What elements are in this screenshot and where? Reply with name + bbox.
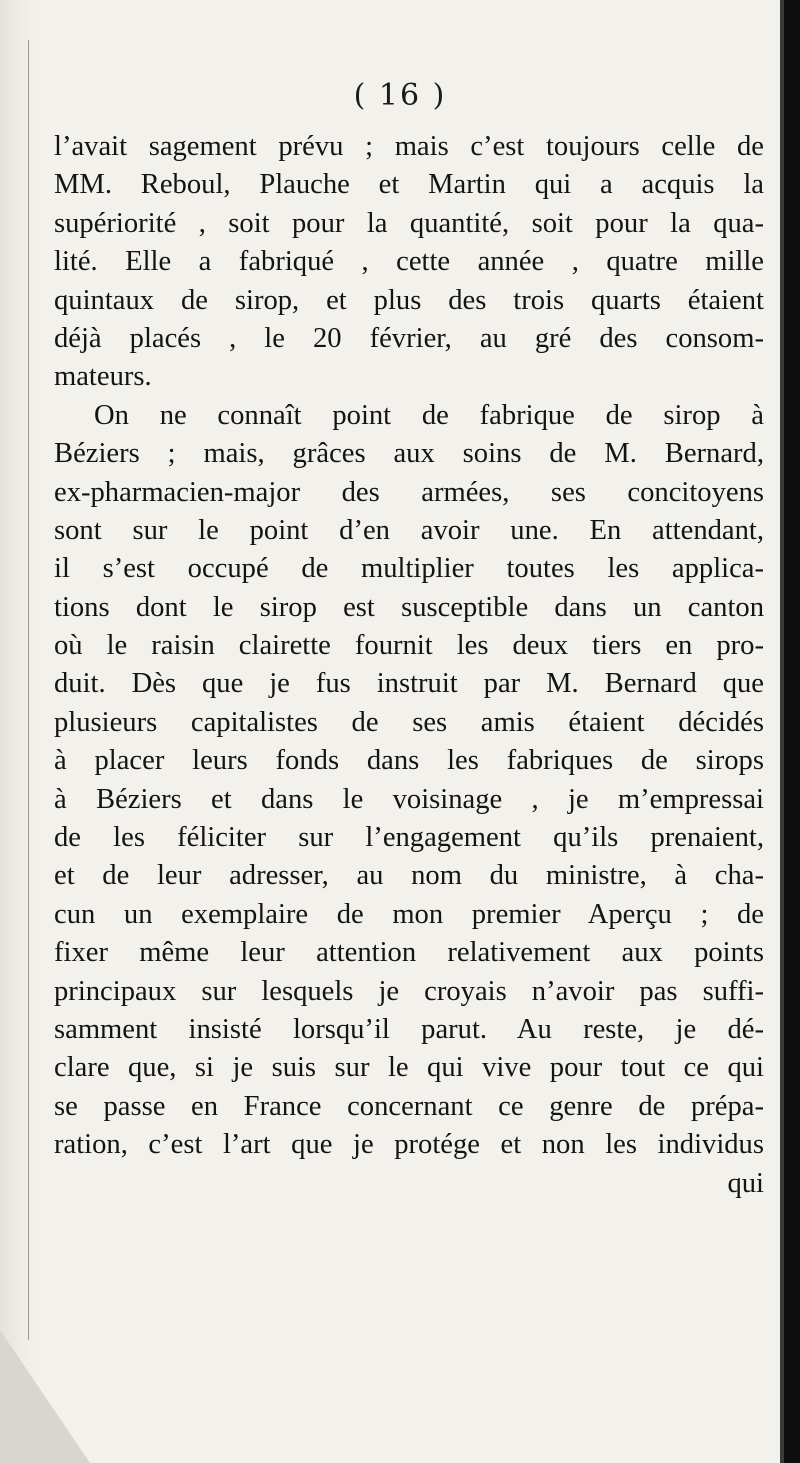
text-line: déjà placés , le 20 février, au gré des consom- — [54, 322, 764, 354]
page-corner-fold — [0, 1330, 90, 1463]
text-line: et de leur adresser, au nom du ministre, à cha- — [54, 860, 764, 892]
text-line: fixer même leur attention relativement aux points — [54, 937, 764, 969]
text-line: On ne connaît point de fabrique de sirop à — [94, 399, 764, 431]
text-line: samment insisté lorsqu’il parut. Au reste, je dé- — [54, 1013, 764, 1045]
text-line: MM. Reboul, Plauche et Martin qui a acquis la — [54, 169, 764, 201]
text-line: supériorité , soit pour la quantité, soit pour la qua- — [54, 207, 764, 239]
text-line: ration, c’est l’art que je protége et non les individus — [54, 1129, 764, 1161]
text-line: clare que, si je suis sur le qui vive pour tout ce qui — [54, 1052, 764, 1084]
text-line: lité. Elle a fabriqué , cette année , quatre mille — [54, 246, 764, 278]
scan-border — [784, 0, 800, 1463]
page-edge-line — [28, 40, 29, 1340]
text-line: principaux sur lesquels je croyais n’avoir pas suffi- — [54, 975, 764, 1007]
text-line: à Béziers et dans le voisinage , je m’empressai — [54, 783, 764, 815]
text-line: tions dont le sirop est susceptible dans un canton — [54, 591, 764, 623]
page-number: ( 16 ) — [353, 78, 447, 113]
page-gutter-shadow — [0, 0, 36, 1463]
text-line: sont sur le point d’en avoir une. En attendant, — [54, 514, 764, 546]
catchword: qui — [727, 1167, 764, 1199]
text-line: l’avait sagement prévu ; mais c’est toujours celle de — [54, 131, 764, 162]
text-line: ex-pharmacien-major des armées, ses concitoyens — [54, 476, 764, 508]
text-line: à placer leurs fonds dans les fabriques de sirops — [54, 745, 764, 777]
text-line: il s’est occupé de multiplier toutes les applica- — [54, 553, 764, 585]
text-line: duit. Dès que je fus instruit par M. Bernard que — [54, 668, 764, 700]
text-line: de les féliciter sur l’engagement qu’ils prenaient, — [54, 822, 764, 854]
text-line: cun un exemplaire de mon premier Aperçu ; de — [54, 898, 764, 930]
text-line: quintaux de sirop, et plus des trois quarts étaient — [54, 284, 764, 316]
body-text — [54, 128, 764, 1203]
text-line: plusieurs capitalistes de ses amis étaient décidés — [54, 706, 764, 738]
text-line: Béziers ; mais, grâces aux soins de M. Bernard, — [54, 438, 764, 470]
text-line: se passe en France concernant ce genre de prépa- — [54, 1090, 764, 1122]
text-line: où le raisin clairette fournit les deux tiers en pro- — [54, 630, 764, 662]
text-line: mateurs. — [54, 361, 152, 393]
